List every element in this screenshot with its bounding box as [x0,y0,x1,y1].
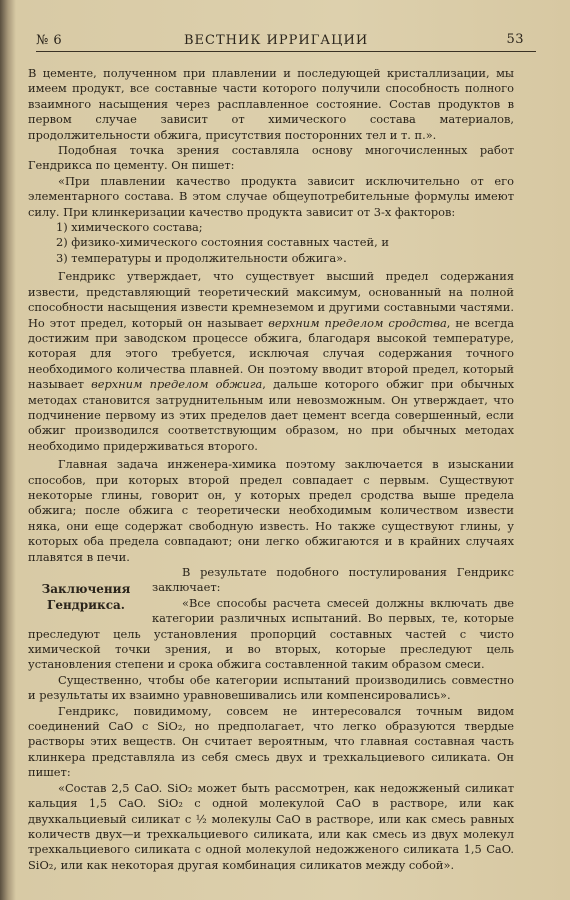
header-rule [36,51,536,52]
paragraph-7: «Все способы расчета смесей должны включать две категории различных испытаний. Во первых, те, которые преследуют цель установления пропорций составных частей с чисто химической точки зрения, и во вторых, которые преследуют цель установления степени и срока обжига составленной таким образом смеси. [28,595,514,672]
page-number: 53 [506,32,524,47]
paragraph-5: Главная задача инженера-химика поэтому заключается в изыскании способов, при которых второй предел совпадает с первым. Существуют некоторые глины, говорит он, у которых предел сродства выше предела обжига; после обжига с теоретически необходимым количеством извести няка, они еще содержат свободную известь. Но также существуют глины, у которых оба предела совпадают; они легко обжигаются и в крайних случаях плавятся в печи. [28,457,514,564]
issue-number: № 6 [36,33,63,48]
paragraph-2: Подобная точка зрения составляла основу многочисленных работ Гендрикса по цементу. Он пишет: [28,143,514,173]
list-item: 2) физико-химического состояния составных частей, и [56,235,389,250]
term-upper-affinity-limit: верхним пределом сродства [268,315,447,330]
paragraph-1: В цементе, полученном при плавлении и последующей кристаллизации, мы имеем продукт, все составные части которого получили способность полного взаимного насыщения через расплавленное состояние. Состав продуктов в первом случае зависит от химического состава материалов, продолжительности обжига, присутствия посторонних тел и т. п.». [28,66,514,142]
paragraph-4 [28,269,514,454]
paragraph-4-text-c: , дальше которого обжиг при обычных методах становится затруднительным или невозможным. Он утверждает, что подчинение первому из этих пределов дает цемент всегда совершенный, если обжиг производился соответствующим образом, но при обычных методах необходимо придерживаться второго. [28,377,515,453]
body-text [28,66,514,873]
journal-title: ВЕСТНИК ИРРИГАЦИИ [184,33,369,48]
list-item: 1) химического состава; [56,220,203,235]
paragraph-10: «Состав 2,5 CaO. SiO₂ может быть рассмотрен, как недожженый силикат кальция 1,5 CaO. SiO₂ с одной молекулой CaO в растворе, или как двухкальциевый силикат с ½ молекулы CaO в растворе, или как смесь равных количеств двух—и трехкальциевого силиката, или как смесь из двух молекул трехкальциевого силиката с одной молекулой недожженого силиката 1,5 CaO. SiO₂, или как некоторая другая комбинация силикатов между собой». [28,780,514,872]
paragraph-3: «При плавлении качество продукта зависит исключительно от его элементарного состава. В этом случае общеупотребительные формулы имеют силу. При клинкеризации качество продукта зависит от 3-х факторов: [28,173,514,219]
term-upper-burning-limit: верхним пределом обжига [91,377,263,392]
paragraph-4-text-b: , не всегда достижим при заводском процессе обжига, благодаря высокой температуре, которая для этого требуется, исключая случая содержания точного необходимого количества плавней. Он поэтому вводит второй предел, который называет [28,315,514,392]
paragraph-4-text-a: Гендрикс утверждает, что существует высший предел содержания извести, представляющий теоретический максимум, основанный на полной способности насыщения извести кремнеземом и другими составными частями. Но этот предел, который он называет [28,269,514,330]
paragraph-9: Гендрикс, повидимому, совсем не интересовался точным видом соединений CaO с SiO₂, но предполагает, что легко образуются твердые растворы этих веществ. Он считает вероятным, что главная составная часть клинкера представляла из себя смесь двух и трехкальциевого силиката. Он пишет: [28,703,514,780]
side-heading: Заключения Гендрикса. [41,582,131,612]
running-header [36,30,536,52]
paragraph-6: В результате подобного постулирования Гендрикс заключает: [152,565,514,595]
list-item: 3) температуры и продолжительности обжига». [56,250,347,265]
paragraph-8: Существенно, чтобы обе категории испытаний производились совместно и результаты их взаимно уравновешивались или компенсировались». [28,672,514,703]
